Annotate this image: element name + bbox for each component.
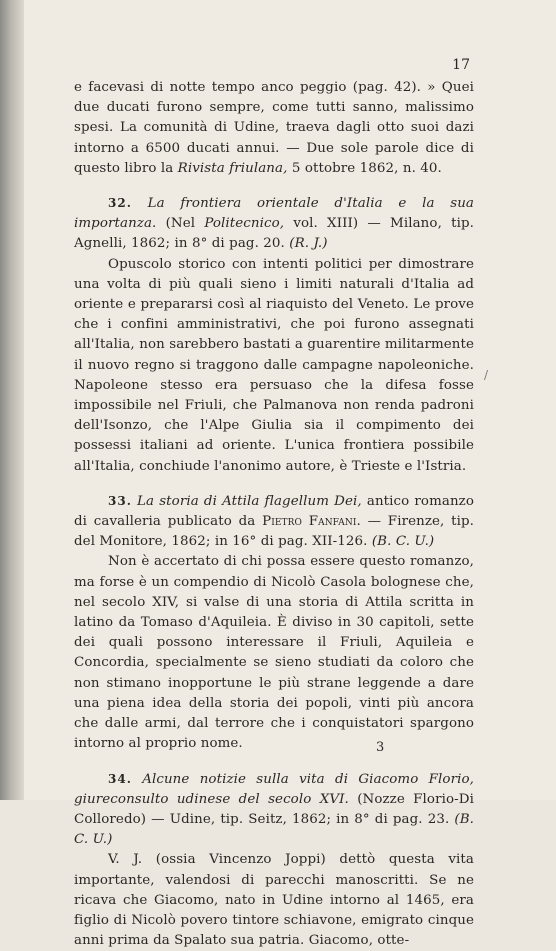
citation-text: (Nozze Florio-Di Colloredo) — Udine, tip. Seitz, 1862; in 8° di pag. 23. xyxy=(74,792,474,827)
library-tag: (B. C. U.) xyxy=(372,534,434,549)
intro-source: Rivista friulana, xyxy=(178,161,288,176)
entry-title: Alcune notizie sulla vita di Giacomo Florio, giureconsulto udinese del secolo XVI. xyxy=(74,772,474,807)
entry-title: La frontiera orientale d'Italia e la sua importanza. xyxy=(74,196,474,231)
entry-33 xyxy=(74,491,474,755)
library-tag: (R. J.) xyxy=(289,236,327,251)
journal-name: Politecnico, xyxy=(204,216,284,231)
entry-number: 34. xyxy=(108,772,132,786)
intro-text-end: 5 ottobre 1862, n. 40. xyxy=(287,161,441,176)
entry-citation xyxy=(74,491,474,553)
intro-paragraph xyxy=(74,78,474,179)
margin-pencil-mark: / xyxy=(484,368,488,382)
library-tag: (B. C. U.) xyxy=(74,812,474,847)
entry-description: Non è accertato di chi possa essere questo romanzo, ma forse è un compendio di Nicolò Casola bolognese che, nel secolo XIV, si valse di una storia di Attila scritta in latino da Tomaso d'Aquileia. È diviso in 30 capitoli, sette dei quali possono interessare il Friuli, Aquileia e Concordia, specialmente se sieno studiati da coloro che non stimano inopportune le più strane leggende a dare una piena idea della storia dei popoli, vinti più ancora che dalle armi, dal terrore che i conquistatori spargono intorno al proprio nome. xyxy=(74,552,474,754)
page-body xyxy=(74,78,474,951)
citation-text: — Firenze, tip. del Monitore, 1862; in 16° di pag. XII-126. xyxy=(74,514,474,549)
citation-text: vol. XIII) — Milano, tip. Agnelli, 1862; in 8° di pag. 20. xyxy=(74,216,474,251)
entry-description: V. J. (ossia Vincenzo Joppi) dettò questa vita importante, valendosi di parecchi manoscritti. Se ne ricava che Giacomo, nato in Udine intorno al 1465, era figlio di Nicolò povero tintore schiavone, emigrato cinque anni prima da Spalato sua patria. Giacomo, otte- xyxy=(74,850,474,951)
book-spine-shadow xyxy=(0,0,24,800)
entry-32 xyxy=(74,193,474,477)
entry-number: 33. xyxy=(108,494,132,508)
entry-citation xyxy=(74,193,474,255)
entry-number: 32. xyxy=(108,196,132,210)
page-number: 17 xyxy=(452,57,470,73)
author-name: Pietro Fanfani. xyxy=(262,514,361,529)
entry-title: La storia di Attila flagellum Dei, xyxy=(137,494,362,509)
intro-text: e facevasi di notte tempo anco peggio (pag. 42). » Quei due ducati furono sempre, come tutti sanno, malissimo spesi. La comunità di Udine, traeva dagli otto suoi dazi intorno a 6500 ducati annui. — Due sole parole dice di questo libro la xyxy=(74,80,474,176)
entry-citation xyxy=(74,769,474,851)
signature-mark: 3 xyxy=(376,740,384,755)
citation-text: (Nel xyxy=(156,216,204,231)
entry-34 xyxy=(74,769,474,951)
entry-description: Opuscolo storico con intenti politici per dimostrare una volta di più quali sieno i limiti naturali d'Italia ad oriente e prepararsi così al riaquisto del Veneto. Le prove che i confini amministrativi, che poi furono assegnati all'Italia, non sarebbero bastati a guarentire militarmente il nuovo regno si traggono dalle campagne napoleoniche. Napoleone stesso era persuaso che la difesa fosse impossibile nel Friuli, che Palmanova non renda padroni dell'Isonzo, che l'Alpe Giulia sia il compimento dei possessi italiani ad oriente. L'unica frontiera possibile all'Italia, conchiude l'anonimo autore, è Trieste e l'Istria. xyxy=(74,255,474,477)
citation-text: antico romanzo di cavalleria publicato da xyxy=(74,494,474,529)
